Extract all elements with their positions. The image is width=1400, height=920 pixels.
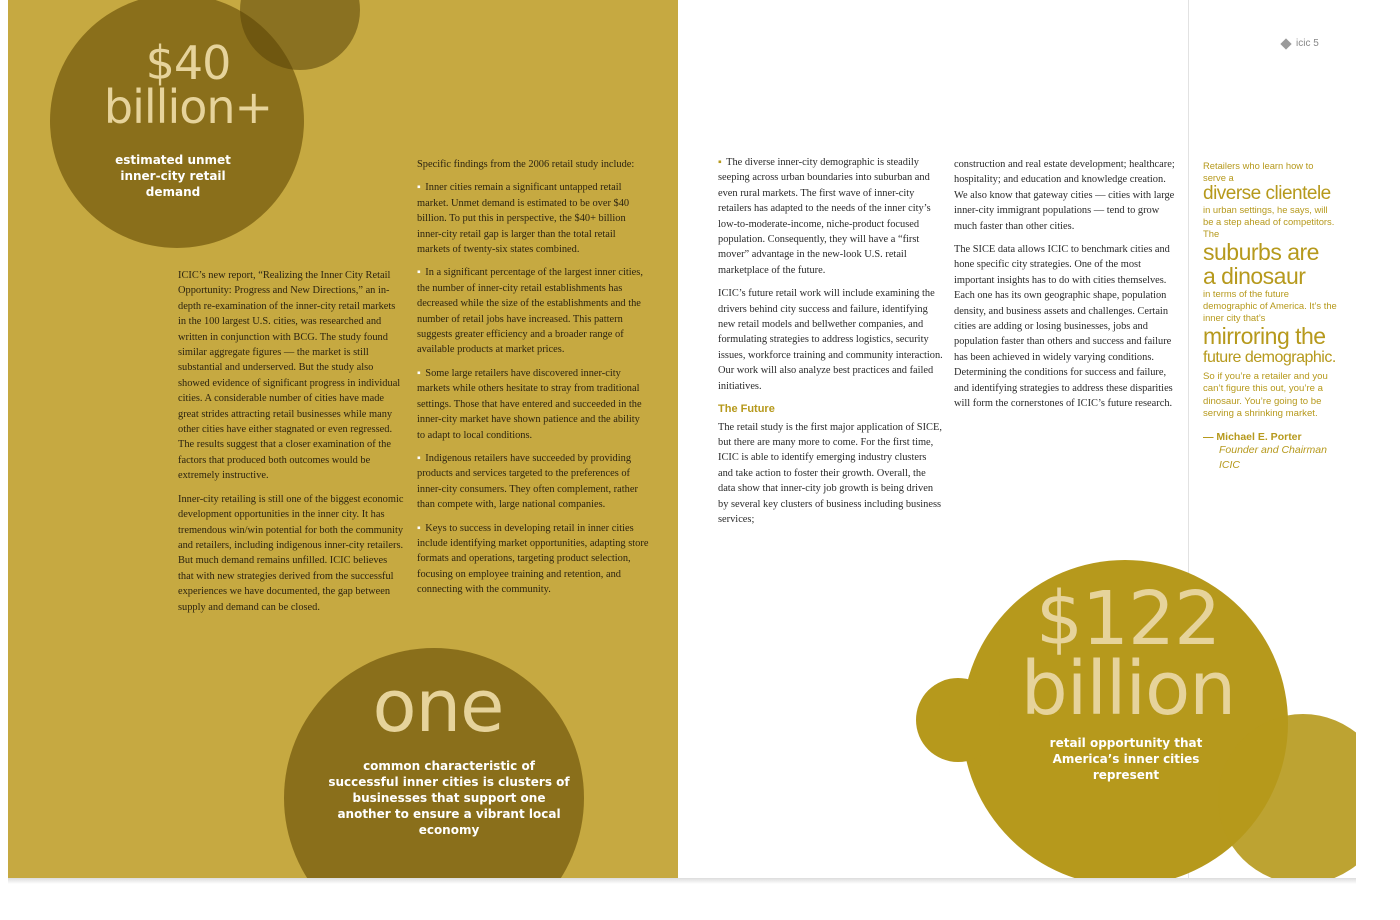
stat-right-caption: retail opportunity that America’s inner cities represent [1049,736,1203,782]
findings-intro: Specific findings from the 2006 retail study include: [417,159,635,170]
list-item: ▪ Inner cities remain a significant untapped retail market. Unmet demand is estimated to be over $40 billion. To put this in perspective, the $40+ billion inner-city retail gap is larger than the total retail markets of twenty-six states combined. [417,182,630,256]
quote-author: — Michael E. Porter [1203,430,1302,443]
quote-author-org: ICIC [1219,458,1240,471]
stat-right-number: $122 billion [1020,576,1236,732]
list-item: ▪ Keys to success in developing retail in inner cities include identifying market opportunities, adapting store formats and operations, targeting product selection, focusing on employee training and retention, and connecting with the community. [417,522,649,596]
bullet-icon: ▪ [718,157,722,168]
stat-bottom-caption: common characteristic of successful inner cities is clusters of businesses that support one another to ensure a vibrant local economy [328,759,570,837]
quote-author-title: Founder and Chairman [1219,443,1327,456]
list-item: ▪ Indigenous retailers have succeeded by providing products and services targeted to the preferences of inner-city consumers. They often complement, rather than compete with, large national companies. [417,452,638,511]
bullet-icon: ▪ [417,522,421,534]
section-heading: The Future [718,403,775,416]
stat-top-number: $40 billion+ [103,36,273,134]
diamond-icon [1280,38,1291,49]
bullet-icon: ▪ [417,267,421,279]
accent-circle-overlap [962,678,1000,762]
body-column-4 [954,157,1176,420]
paragraph: The SICE data allows ICIC to benchmark cities and hone specific city strategies. One of the most important insights has to do with cities themselves. Each one has its own geographic shape, population density, and business assets and challenges. Certain cities are adding or losing businesses, jobs and population faster than others and success and failure has been achieved in widely varying conditions. Determining the conditions for success and failure, and identifying strategies to address these disparities will form the cornerstones of ICIC’s future research. [954,244,1173,410]
bullet-icon: ▪ [417,182,421,194]
right-page [678,0,1356,878]
body-column-2 [417,157,649,606]
body-column-3 [718,155,944,535]
stat-bottom-number: one [372,664,504,748]
bullet-icon: ▪ [417,452,421,464]
page-number: icic 5 [1282,38,1319,49]
bullet-icon: ▪ [417,367,421,379]
list-item: ▪ The diverse inner-city demographic is steadily seeping across urban boundaries into suburban and even rural markets. The first wave of inner-city retailers has adapted to the needs of the inner city’s low-to-moderate-income, niche-product focused population. Consequently, they will have a “first mover” advantage in the new-look U.S. retail marketplace of the future. [718,157,931,276]
paragraph: The retail study is the first major application of SICE, but there are many more to come. For the first time, ICIC is able to identify emerging industry clusters and take action to foster their growth. Overall, the data show that inner-city job growth is being driven by several key clusters of business including business services; [718,421,942,525]
list-item: ▪ Some large retailers have discovered inner-city markets while others hesitate to stray from traditional settings. Those that have entered and succeeded in the inner-city market have shown patience and the ability to adapt to local conditions. [417,367,642,441]
stat-top-caption: estimated unmet inner-city retail demand [115,153,231,199]
paragraph: construction and real estate development; healthcare; hospitality; and education and knowledge creation. We also know that gateway cities — cities with large inner-city immigrant populations — tend to grow much faster than other cities. [954,159,1175,232]
body-column-1 [178,268,404,623]
left-page [8,0,678,878]
pull-quote: Retailers who learn how to serve a diverse clientele in urban settings, he says, will be a step ahead of competitors. The suburbs are a dinosaur in terms of the future demographic of America. It’s the inner city that’s mirroring the future demographic. So if you’re a retailer and you can’t figure this out, you’re a dinosaur. You’re going to be serving a shrinking market. — Michael E. Porter Founder and Chairman ICIC [1203,160,1337,471]
paragraph: ICIC’s future retail work will include examining the drivers behind city success and failure, identifying new retail models and bellwether companies, and formulating strategies to address logistics, security issues, workforce training and community interaction. Our work will also analyze best practices and failed initiatives. [718,288,943,392]
list-item: ▪ In a significant percentage of the largest inner cities, the number of inner-city retail establishments has decreased while the size of the establishments and the number of retail jobs have increased. This pattern suggests greater efficiency and a broader range of available products at market prices. [417,267,643,356]
paragraph: ICIC’s new report, “Realizing the Inner City Retail Opportunity: Progress and New Directions,” an in-depth re-examination of the inner-city retail markets in the 100 largest U.S. cities, was researched and written in conjunction with BCG. The study found similar aggregate figures — the market is still substantial and underserved. But the study also showed evidence of significant progress in individual cities. A considerable number of cities have made great strides attracting retail businesses while many other cities have either stagnated or even regressed. The results suggest that a closer examination of the factors that produced both outcomes would be extremely instructive. [178,270,401,482]
paragraph: Inner-city retailing is still one of the biggest economic development opportunities in the inner city. It has tremendous win/win potential for both the community and retailers, including indigenous inner-city retailers. But much demand remains unfilled. ICIC believes that with new strategies derived from the successful experiences we have documented, the gap between supply and demand can be closed. [178,493,404,613]
page-shadow [8,878,1356,884]
